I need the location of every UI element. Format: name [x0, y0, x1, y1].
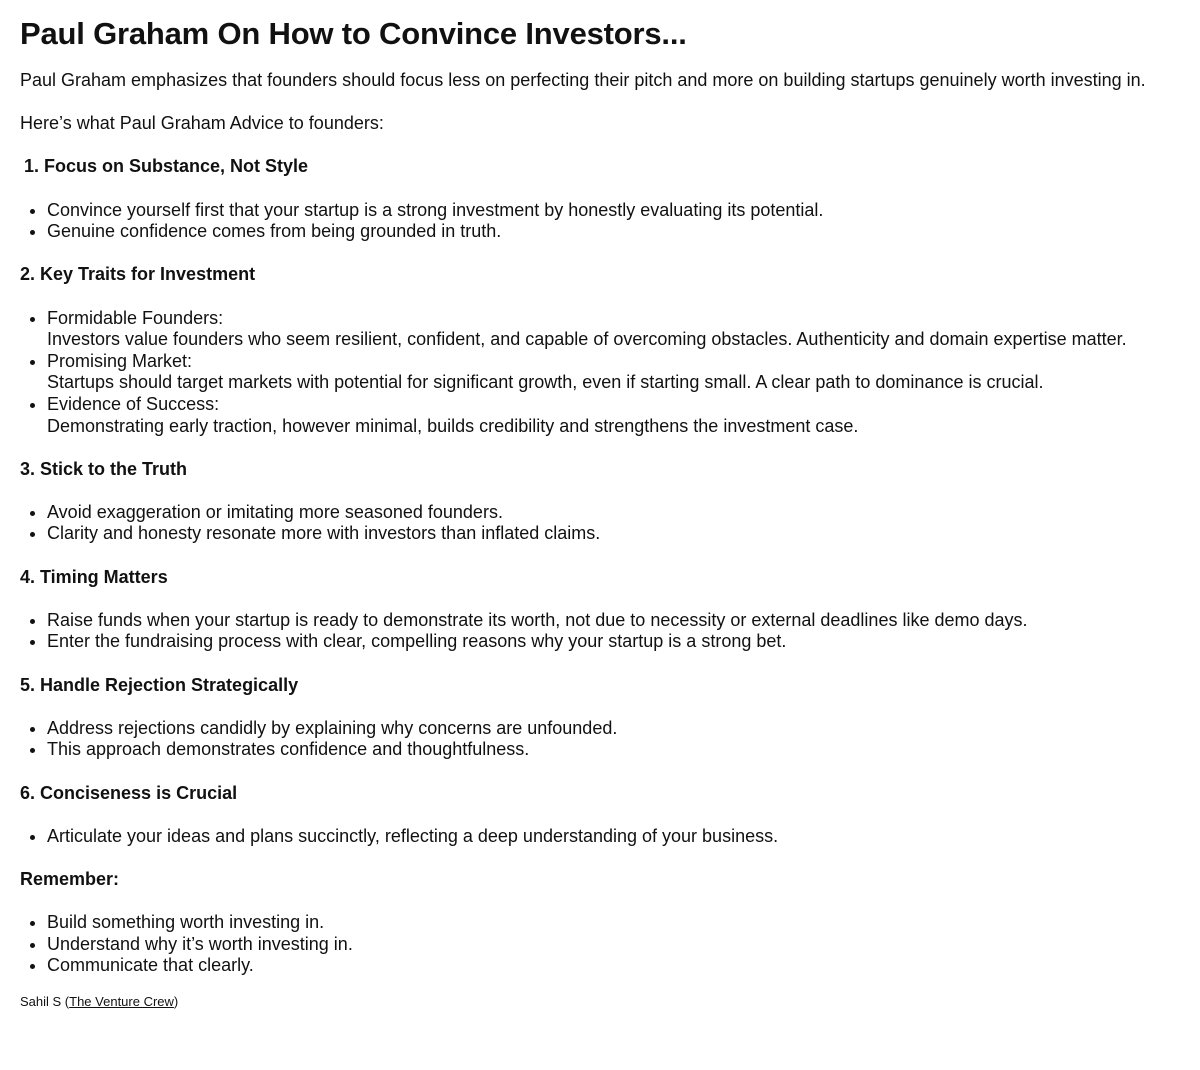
author-name: Sahil S ( — [20, 993, 70, 1009]
section-heading-rejection: 5. Handle Rejection Strategically — [20, 674, 299, 695]
venture-crew-link[interactable]: The Venture Crew — [69, 993, 174, 1009]
trait-title: • Promising Market: — [47, 350, 193, 371]
section-list-truth — [20, 502, 1180, 545]
footer-credit — [20, 993, 1180, 1011]
list-item: • Enter the fundraising process with clear, compelling reasons why your startup is a strong bet. — [47, 631, 1180, 653]
list-item: • Avoid exaggeration or imitating more seasoned founders. — [47, 502, 1180, 524]
section-heading-substance: 1. Focus on Substance, Not Style — [24, 156, 309, 177]
list-item — [47, 351, 1180, 394]
section-list-conciseness — [20, 826, 1180, 848]
list-item: • This approach demonstrates confidence and thoughtfulness. — [47, 739, 1180, 761]
trait-description: Investors value founders who seem resilient, confident, and capable of overcoming obstacles. Authenticity and domain expertise matter. — [47, 329, 1127, 350]
section-list-substance — [20, 200, 1180, 243]
section-heading-key-traits: 2. Key Traits for Investment — [20, 264, 256, 285]
page-title: Paul Graham On How to Convince Investors... — [20, 16, 687, 51]
list-item: • Understand why it’s worth investing in. — [47, 934, 1180, 956]
trait-title: • Formidable Founders: — [47, 307, 224, 328]
remember-heading: Remember: — [20, 868, 120, 889]
section-list-rejection — [20, 718, 1180, 761]
list-item: • Clarity and honesty resonate more with investors than inflated claims. — [47, 523, 1180, 545]
list-item: • Address rejections candidly by explaining why concerns are unfounded. — [47, 718, 1180, 740]
trait-description: Demonstrating early traction, however minimal, builds credibility and strengthens the investment case. — [47, 415, 859, 436]
list-item: • Articulate your ideas and plans succinctly, reflecting a deep understanding of your business. — [47, 826, 1180, 848]
list-item: • Build something worth investing in. — [47, 912, 1180, 934]
section-list-timing — [20, 610, 1180, 653]
remember-list — [20, 912, 1180, 977]
list-item — [47, 308, 1180, 351]
section-heading-timing: 4. Timing Matters — [20, 566, 168, 587]
section-heading-truth: 3. Stick to the Truth — [20, 458, 188, 479]
intro-paragraph: Paul Graham emphasizes that founders should focus less on perfecting their pitch and more on building startups genuinely worth investing in. — [20, 70, 1146, 90]
section-list-key-traits — [20, 308, 1180, 438]
trait-title: • Evidence of Success: — [47, 393, 220, 414]
list-item: • Raise funds when your startup is ready to demonstrate its worth, not due to necessity or external deadlines like demo days. — [47, 610, 1180, 632]
section-heading-conciseness: 6. Conciseness is Crucial — [20, 782, 238, 803]
lead-paragraph: Here’s what Paul Graham Advice to founders: — [20, 113, 384, 134]
list-item: • Genuine confidence comes from being grounded in truth. — [47, 221, 1180, 243]
list-item — [47, 394, 1180, 437]
trait-description: Startups should target markets with potential for significant growth, even if starting small. A clear path to dominance is crucial. — [47, 372, 1044, 393]
list-item: • Convince yourself first that your startup is a strong investment by honestly evaluating its potential. — [47, 200, 1180, 222]
footer-close-paren: ) — [173, 993, 179, 1009]
list-item: • Communicate that clearly. — [47, 955, 1180, 977]
